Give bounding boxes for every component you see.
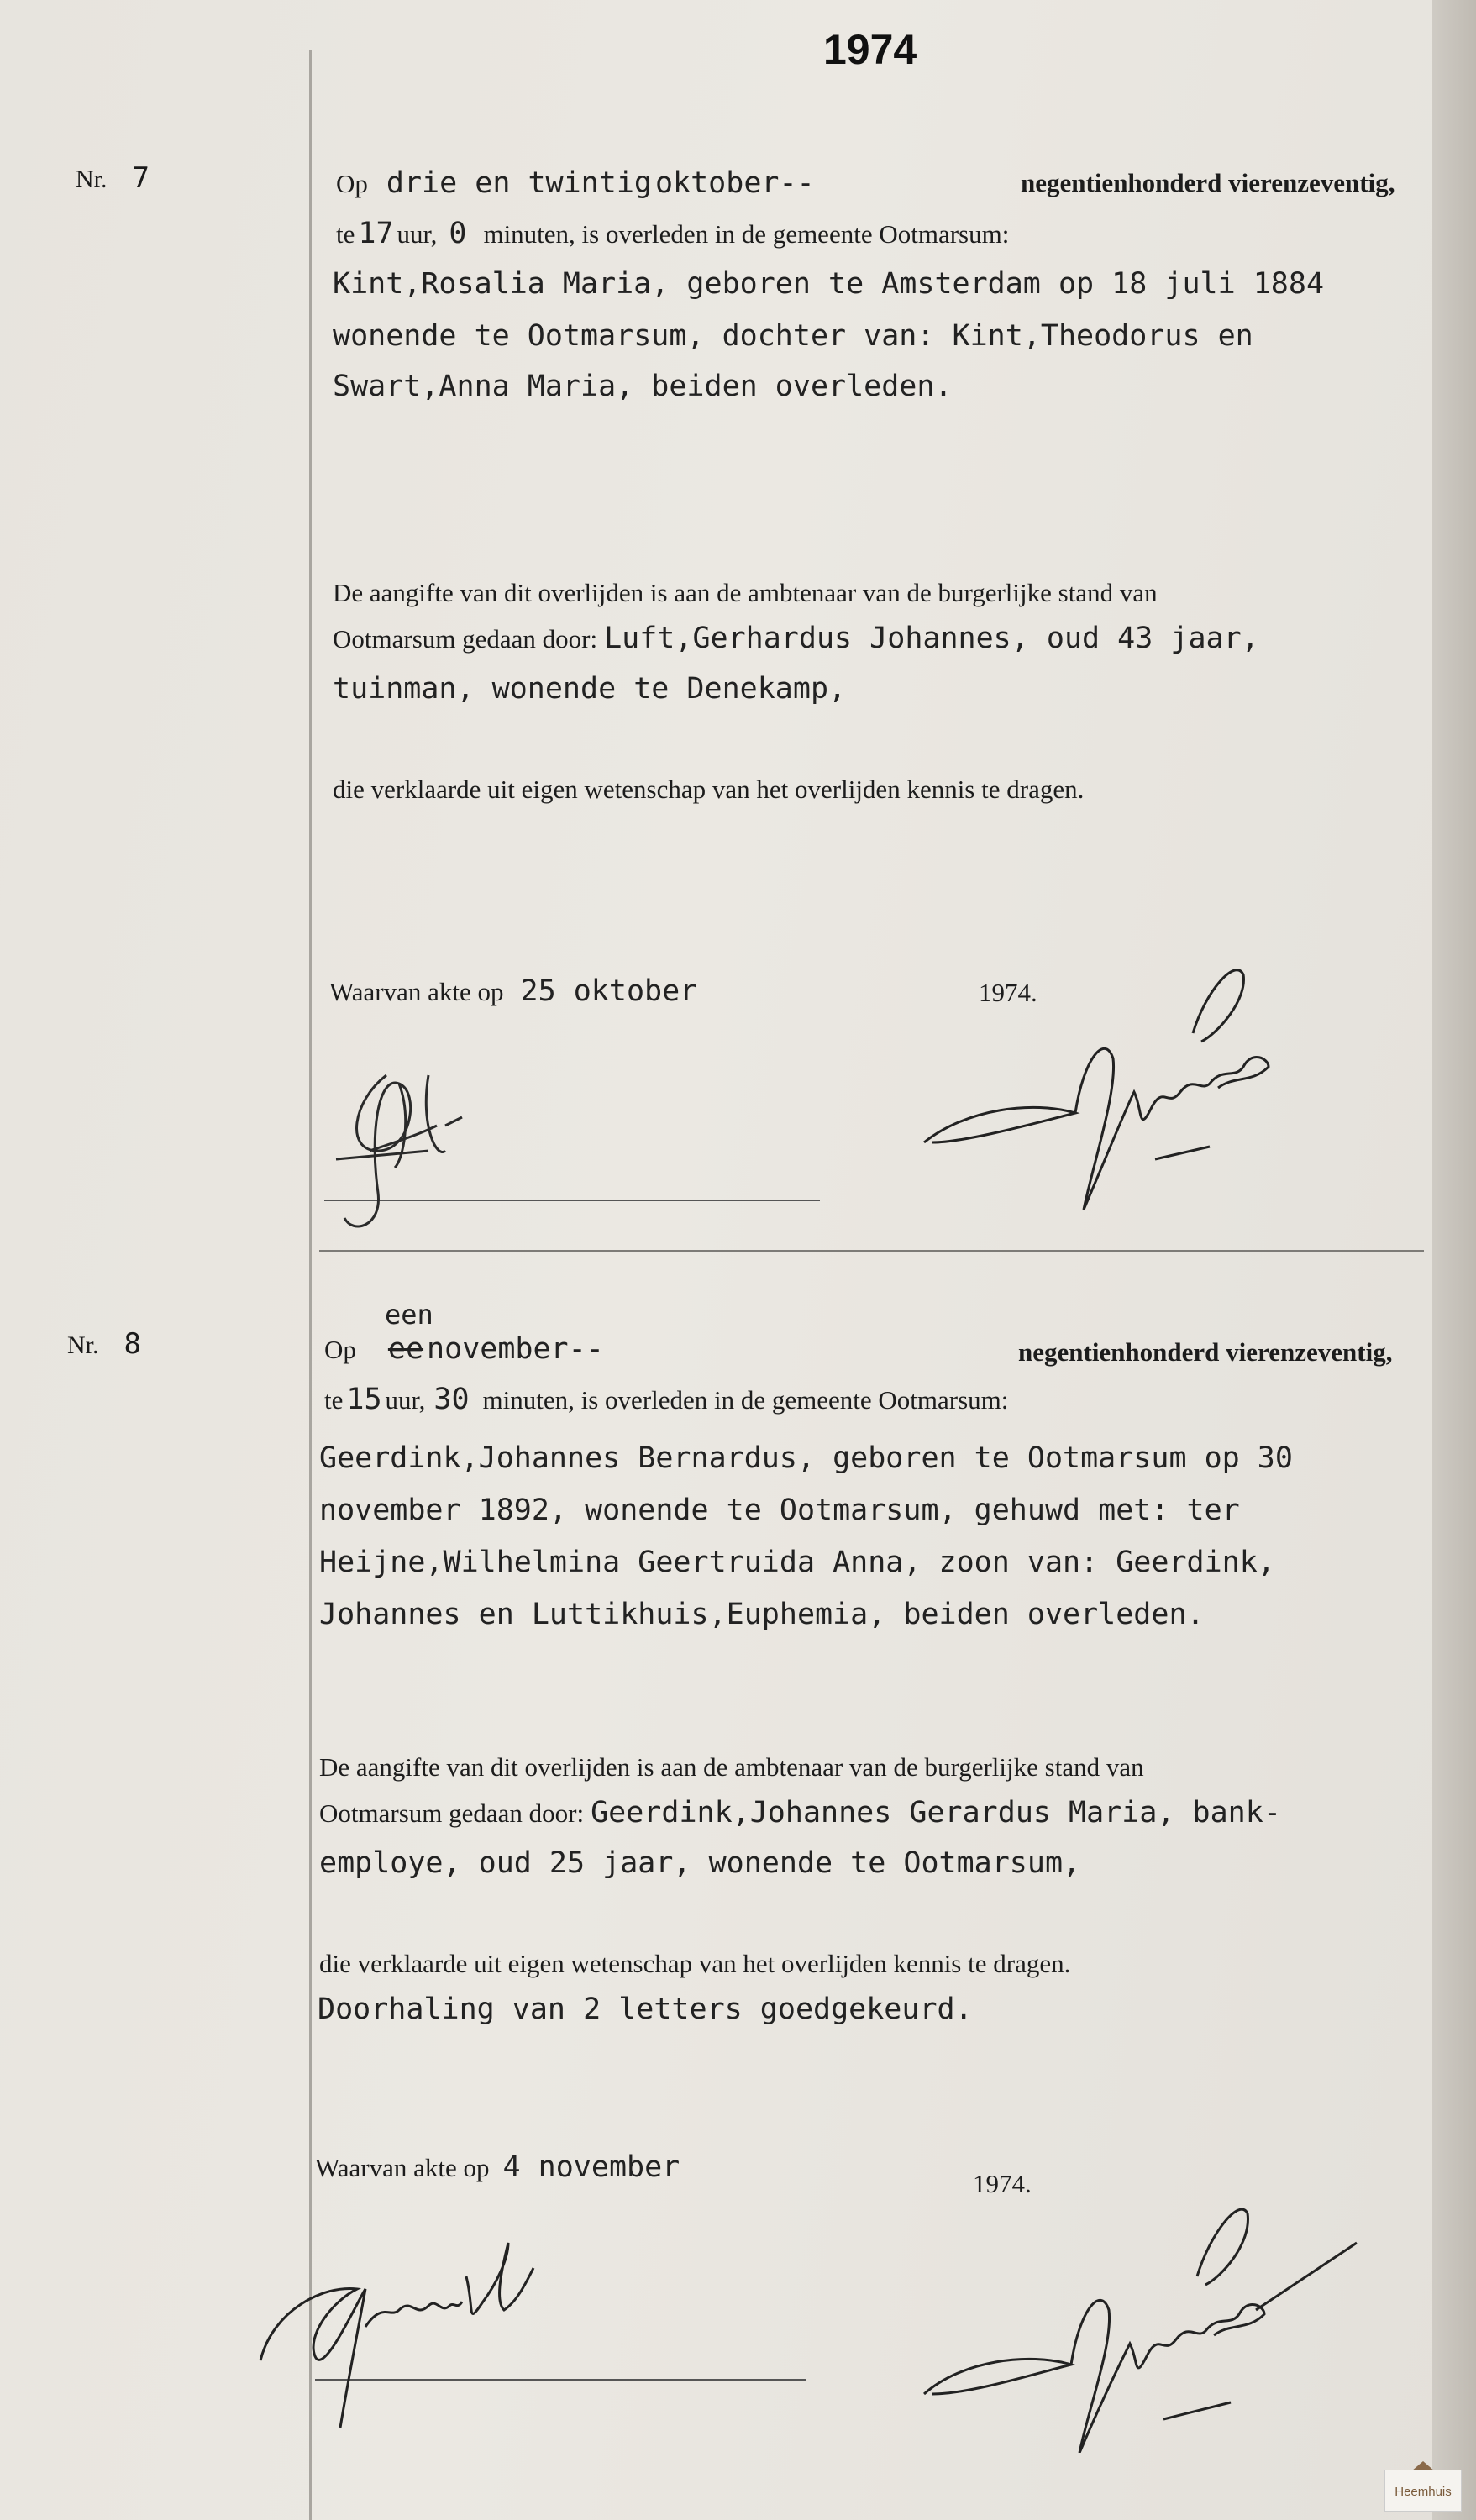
declarant-line [319, 1796, 1281, 1830]
waarvan-label: Waarvan akte op [329, 977, 504, 1006]
year-words: negentienhonderd vierenzeventig, [1021, 168, 1395, 197]
minutes-text: minuten, is overleden in de gemeente Ootmarsum: [483, 219, 1010, 249]
entry-divider [319, 1250, 1424, 1252]
aangifte-line: De aangifte van dit overlijden is aan de ambtenaar van de burgerlijke stand van [333, 578, 1158, 607]
minutes-text: minuten, is overleden in de gemeente Ootmarsum: [482, 1385, 1009, 1415]
op-label: Op [336, 169, 368, 198]
declarant-line-2: employe, oud 25 jaar, wonende te Ootmarsum, [319, 1846, 1081, 1880]
signature-official [916, 941, 1353, 1218]
declarant-typed: Luft,Gerhardus Johannes, oud 43 jaar, [604, 622, 1259, 655]
akte-year: 1974. [973, 2169, 1032, 2198]
akte-date: 4 november [502, 2150, 680, 2184]
verklaring-line: die verklaarde uit eigen wetenschap van het overlijden kennis te dragen. [319, 1949, 1071, 1978]
time-line [324, 1383, 1008, 1416]
akte-line [315, 2150, 680, 2184]
year-words: negentienhonderd vierenzeventig, [1018, 1337, 1393, 1367]
aangifte-prefix: Ootmarsum gedaan door: [319, 1798, 585, 1828]
uur-label: uur, [397, 219, 438, 249]
akte-year: 1974. [979, 978, 1037, 1007]
nr-label: Nr. [76, 165, 108, 193]
minutes-typed: 0 [449, 217, 467, 250]
minutes-typed: 30 [433, 1383, 470, 1416]
correction-note: Doorhaling van 2 letters goedgekeurd. [318, 1992, 973, 2026]
deceased-line: november 1892, wonende te Ootmarsum, gehuwd met: ter [319, 1494, 1240, 1527]
month-typed: oktober-- [654, 166, 815, 200]
signature-declarant [256, 2209, 693, 2444]
month-typed: november-- [427, 1332, 604, 1366]
te-label: te [336, 219, 355, 249]
deceased-line: wonende te Ootmarsum, dochter van: Kint,Theodorus en [333, 319, 1253, 353]
aangifte-prefix: Ootmarsum gedaan door: [333, 624, 598, 654]
nr-label: Nr. [67, 1331, 99, 1359]
watermark-logo: Heemhuis [1384, 2470, 1462, 2512]
margin-line [309, 50, 312, 2520]
deceased-line: Swart,Anna Maria, beiden overleden. [333, 370, 953, 403]
aangifte-line: De aangifte van dit overlijden is aan de ambtenaar van de burgerlijke stand van [319, 1752, 1144, 1782]
uur-label: uur, [385, 1385, 426, 1415]
entry-number [76, 161, 150, 195]
deceased-line: Heijne,Wilhelmina Geertruida Anna, zoon van: Geerdink, [319, 1546, 1275, 1579]
nr-value: 7 [132, 161, 150, 195]
verklaring-line: die verklaarde uit eigen wetenschap van het overlijden kennis te dragen. [333, 774, 1085, 804]
hour-typed: 17 [358, 217, 394, 250]
deceased-line: Geerdink,Johannes Bernardus, geboren te Ootmarsum op 30 [319, 1441, 1293, 1475]
day-typed: drie en twintig [386, 166, 652, 200]
day-inserted: een [385, 1299, 433, 1331]
signature-declarant [319, 1025, 487, 1260]
time-line [336, 217, 1009, 250]
declarant-typed: Geerdink,Johannes Gerardus Maria, bank- [591, 1796, 1281, 1830]
register-year: 1974 [823, 26, 917, 73]
akte-line [329, 974, 697, 1008]
hour-typed: 15 [346, 1383, 382, 1416]
declarant-line-2: tuinman, wonende te Denekamp, [333, 672, 847, 706]
te-label: te [324, 1385, 344, 1415]
waarvan-label: Waarvan akte op [315, 2153, 490, 2182]
nr-value: 8 [123, 1327, 141, 1361]
date-line [336, 166, 815, 200]
deceased-line: Johannes en Luttikhuis,Euphemia, beiden overleden. [319, 1598, 1205, 1631]
day-struck: ee [387, 1332, 424, 1366]
op-label: Op [324, 1335, 356, 1364]
entry-number [67, 1327, 141, 1361]
date-line [324, 1332, 604, 1366]
deceased-line: Kint,Rosalia Maria, geboren te Amsterdam op 18 juli 1884 [333, 267, 1325, 301]
declarant-line [333, 622, 1259, 655]
page-edge [1432, 0, 1476, 2520]
akte-date: 25 oktober [520, 974, 698, 1008]
signature-official [920, 2150, 1390, 2453]
